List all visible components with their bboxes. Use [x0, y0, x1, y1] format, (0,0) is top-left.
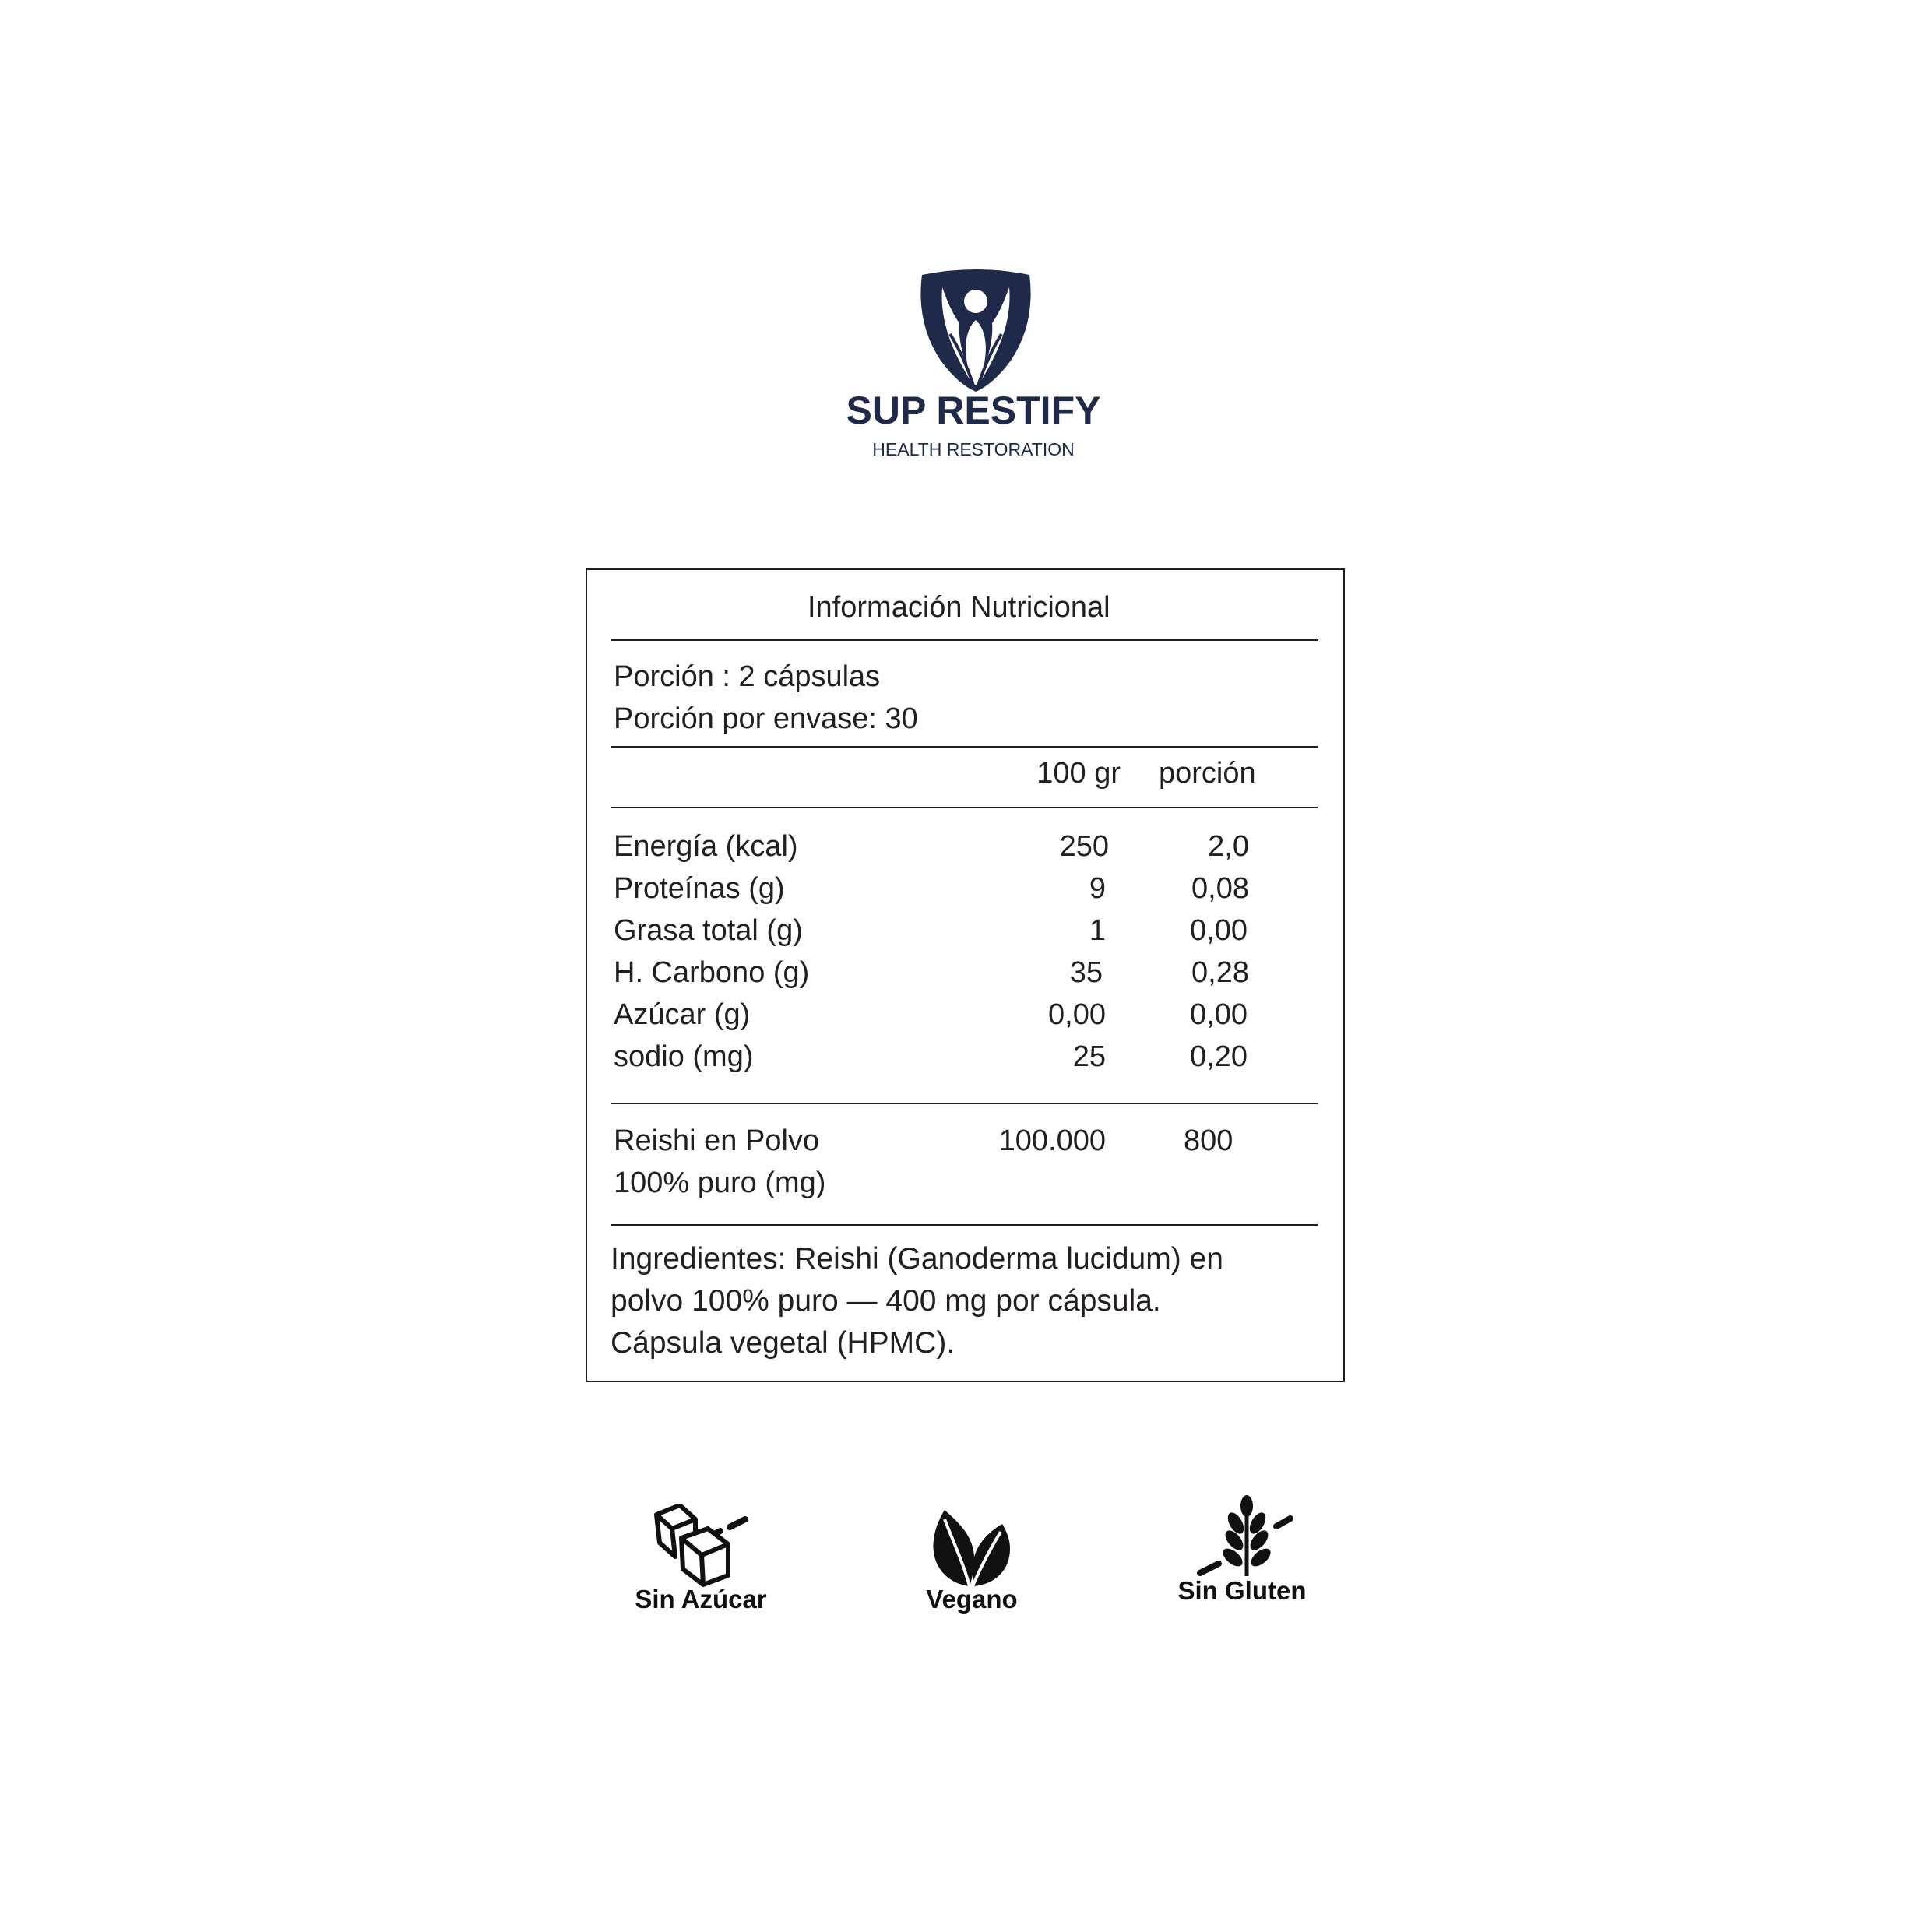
- nutrient-value-portion: 0,00: [1190, 914, 1248, 947]
- badge-sin-azucar: [600, 1499, 802, 1655]
- nutrient-value-portion: 0,20: [1190, 1040, 1248, 1073]
- divider: [611, 639, 1318, 641]
- nutrient-value-100g: 9: [1089, 872, 1106, 905]
- serving-size: Porción : 2 cápsulas: [614, 660, 881, 693]
- nutrient-label: Proteínas (g): [614, 872, 785, 905]
- nutrient-value-portion: 0,00: [1190, 998, 1248, 1031]
- reishi-value-100g: 100.000: [998, 1124, 1106, 1157]
- badge-label: Sin Gluten: [1177, 1576, 1307, 1605]
- column-header-portion: porción: [1159, 757, 1256, 790]
- sugar-cubes-icon: [650, 1504, 751, 1589]
- nutrient-value-100g: 1: [1089, 914, 1106, 947]
- nutrient-label: Grasa total (g): [614, 914, 803, 947]
- badge-label: Sin Azúcar: [635, 1585, 767, 1614]
- nutrient-value-100g: 35: [1069, 956, 1103, 989]
- badge-label: Vegano: [926, 1585, 1018, 1614]
- brand-tagline: HEALTH RESTORATION: [872, 439, 1075, 459]
- divider: [611, 746, 1318, 748]
- nutrient-label: Energía (kcal): [614, 830, 798, 863]
- reishi-label-line2: 100% puro (mg): [614, 1167, 826, 1199]
- reishi-label-line1: Reishi en Polvo: [614, 1124, 820, 1157]
- nutrition-facts-panel: [586, 568, 1345, 1382]
- divider: [611, 807, 1318, 808]
- nutrient-value-100g: 25: [1072, 1040, 1106, 1073]
- badge-sin-gluten: [1141, 1495, 1343, 1651]
- brand-name: SUP RESTIFY: [846, 389, 1101, 432]
- nutrient-value-100g: 250: [1059, 830, 1109, 863]
- divider: [611, 1103, 1318, 1104]
- servings-per-container: Porción por envase: 30: [614, 702, 918, 735]
- nutrient-value-portion: 2,0: [1208, 830, 1249, 863]
- column-header-100g: 100 gr: [1036, 757, 1121, 790]
- nutrient-value-portion: 0,28: [1191, 956, 1249, 989]
- ingredients-line: Ingredientes: Reishi (Ganoderma lucidum) en: [611, 1242, 1223, 1276]
- ingredients-line: polvo 100% puro — 400 mg por cápsula.: [611, 1284, 1161, 1318]
- nutrient-value-100g: 0,00: [1048, 998, 1106, 1031]
- nutrient-value-portion: 0,08: [1191, 872, 1249, 905]
- nutrient-label: Azúcar (g): [614, 998, 751, 1031]
- wheat-icon: [1195, 1495, 1297, 1581]
- ingredients-line: Cápsula vegetal (HPMC).: [611, 1326, 955, 1360]
- nutrient-label: sodio (mg): [614, 1040, 754, 1073]
- brand-logo-icon: [919, 269, 1033, 393]
- nutrient-label: H. Carbono (g): [614, 956, 810, 989]
- panel-title: Información Nutricional: [808, 591, 1110, 624]
- divider: [611, 1224, 1318, 1226]
- badge-vegano: [871, 1499, 1073, 1655]
- reishi-value-portion: 800: [1184, 1124, 1233, 1157]
- leaves-icon: [929, 1508, 1015, 1590]
